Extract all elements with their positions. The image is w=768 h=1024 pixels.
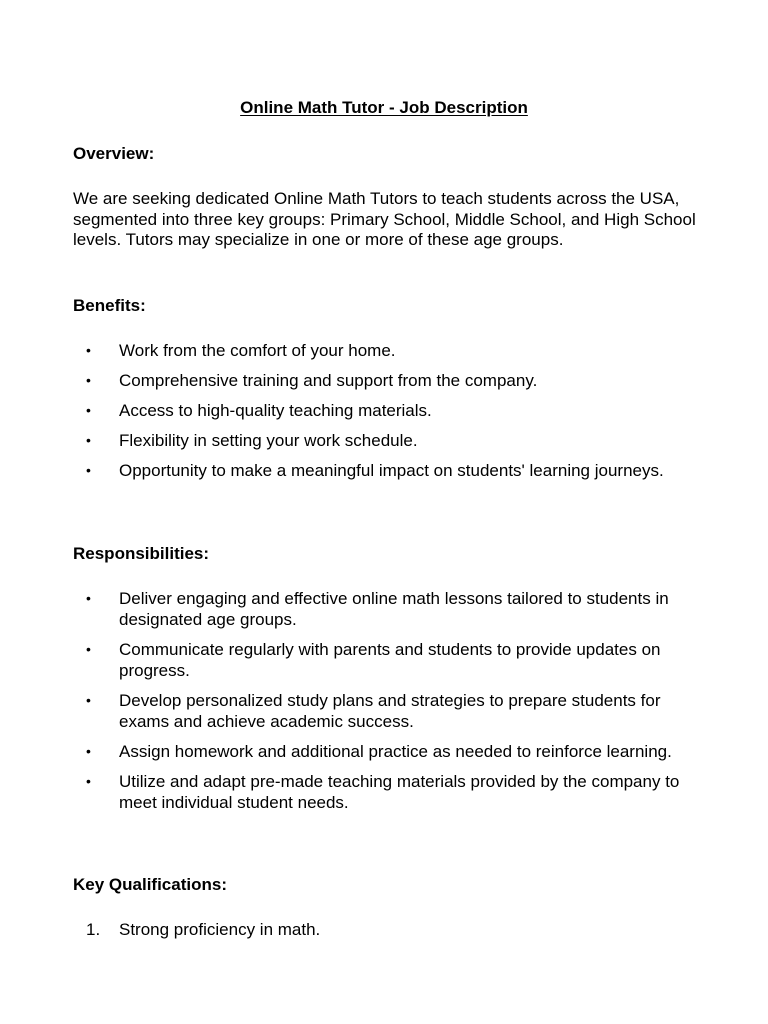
list-item	[73, 370, 703, 391]
bullet-marker: •	[86, 342, 91, 358]
list-item-text: Communicate regularly with parents and students to provide updates on progress.	[119, 640, 661, 680]
overview-paragraph: We are seeking dedicated Online Math Tutors to teach students across the USA, segmented into three key groups: Primary School, Middle School, and High School levels. Tutors may specialize in one or more of these age groups.	[73, 189, 696, 250]
list-item	[73, 771, 703, 813]
list-item-text: Utilize and adapt pre-made teaching materials provided by the company to meet individual student needs.	[119, 772, 680, 812]
list-item	[73, 460, 703, 481]
bullet-marker: •	[86, 743, 91, 759]
list-item-text: Access to high-quality teaching materials.	[119, 401, 432, 420]
list-item-text: Assign homework and additional practice as needed to reinforce learning.	[119, 742, 672, 761]
list-item-text: Develop personalized study plans and strategies to prepare students for exams and achieve academic success.	[119, 691, 661, 731]
bullet-marker: •	[86, 641, 91, 657]
benefits-heading: Benefits:	[73, 296, 146, 315]
bullet-marker: •	[86, 590, 91, 606]
list-item-text: Comprehensive training and support from the company.	[119, 371, 538, 390]
bullet-marker: •	[86, 432, 91, 448]
bullet-marker: •	[86, 773, 91, 789]
list-item	[73, 430, 703, 451]
list-item	[73, 690, 703, 732]
list-item-text: Deliver engaging and effective online math lessons tailored to students in designated age groups.	[119, 589, 669, 629]
list-item-text: Strong proficiency in math.	[119, 920, 321, 939]
list-item	[73, 588, 703, 630]
responsibilities-heading: Responsibilities:	[73, 544, 210, 563]
list-item	[73, 639, 703, 681]
overview-heading: Overview:	[73, 144, 155, 163]
bullet-marker: •	[86, 402, 91, 418]
list-item	[73, 919, 703, 940]
bullet-marker: •	[86, 692, 91, 708]
benefits-list	[73, 340, 703, 490]
list-item-text: Flexibility in setting your work schedule.	[119, 431, 418, 450]
bullet-marker: •	[86, 372, 91, 388]
list-item-text: Work from the comfort of your home.	[119, 341, 396, 360]
list-item	[73, 741, 703, 762]
list-item-text: Opportunity to make a meaningful impact on students' learning journeys.	[119, 461, 664, 480]
document-title: Online Math Tutor - Job Description	[240, 98, 528, 117]
list-item	[73, 400, 703, 421]
list-item	[73, 340, 703, 361]
qualifications-list	[73, 919, 703, 949]
bullet-marker: •	[86, 462, 91, 478]
responsibilities-list	[73, 588, 703, 822]
number-marker: 1.	[86, 920, 101, 939]
qualifications-heading: Key Qualifications:	[73, 875, 227, 894]
